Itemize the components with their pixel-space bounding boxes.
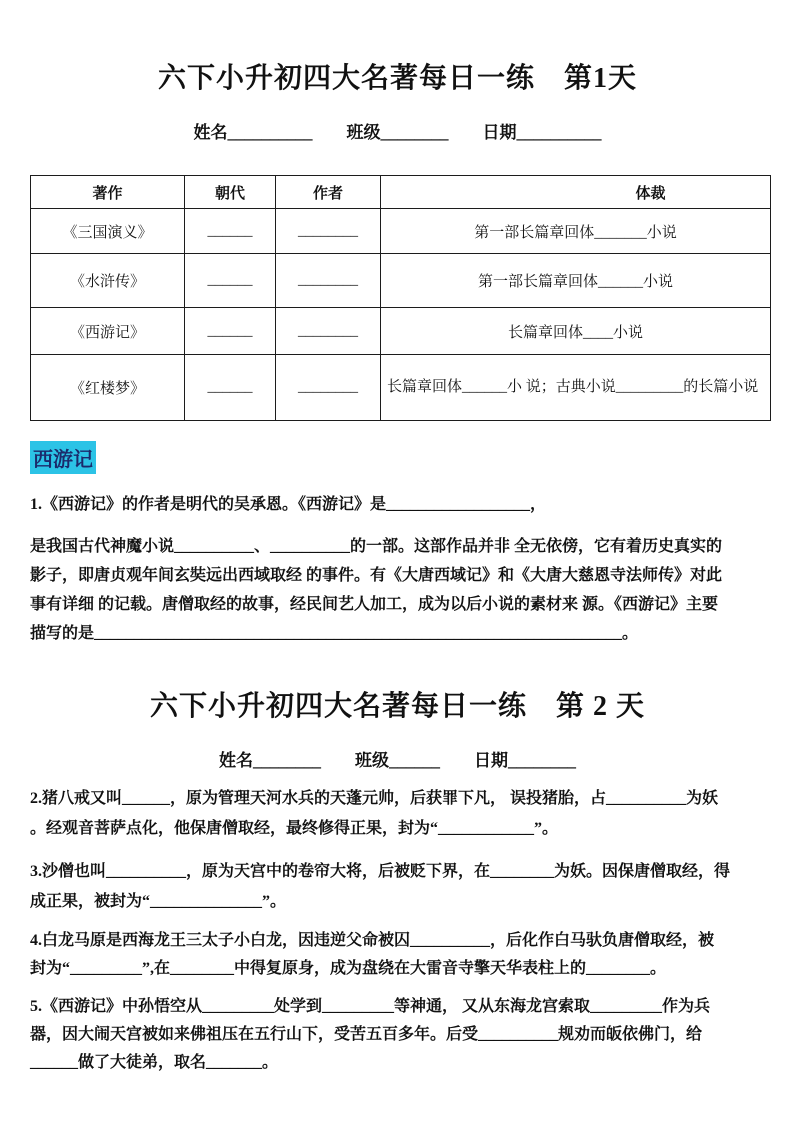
- date-field-day2: 日期________: [474, 751, 576, 770]
- question-5-line: 器，因大闹天宫被如来佛祖压在五行山下，受苦五百多年。后受__________规劝而皈依佛门，给: [30, 1026, 703, 1043]
- author-blank: ________: [276, 209, 381, 254]
- dynasty-blank: ______: [185, 355, 276, 421]
- dynasty-blank: ______: [185, 308, 276, 355]
- genre-cell: 长篇章回体______小 说；古典小说_________的长篇小说: [381, 355, 771, 421]
- table-row-sanguo: [31, 209, 771, 254]
- section-heading-xiyouji: 西游记: [30, 441, 96, 474]
- date-field-day1: 日期__________: [482, 123, 602, 142]
- table-row-hongloumeng: [31, 355, 771, 421]
- question-2-line: 2.猪八戒又叫______，原为管理天河水兵的天蓬元帅，后获罪下凡， 误投猪胎，占__________为妖: [30, 790, 719, 807]
- question-4-line: 4.白龙马原是西海龙王三太子小白龙，因违逆父命被囚__________，后化作白马驮负唐僧取经，被: [30, 932, 715, 949]
- header-work: 著作: [31, 176, 185, 209]
- info-line-day1: [30, 118, 765, 143]
- work-cell: 《红楼梦》: [31, 355, 185, 421]
- question-4-line: 封为“_________”,在________中得复原身，成为盘绕在大雷音寺擎天华表柱上的________。: [30, 960, 667, 977]
- question-1-intro-line: 1.《西游记》的作者是明代的吴承恩。《西游记》是__________________，: [30, 496, 547, 513]
- author-blank: ________: [276, 355, 381, 421]
- class-field-day2: 班级______: [355, 751, 440, 770]
- class-field-day1: 班级________: [346, 123, 449, 142]
- question-5-line: ______做了大徒弟，取名_______。: [30, 1054, 279, 1071]
- table-row-xiyouji: [31, 308, 771, 355]
- question-1-line: 事有详细 的记载。唐僧取经的故事，经民间艺人加工，成为以后小说的素材来 源。《西游记》主要: [30, 596, 719, 613]
- question-1-line: 描写的是__________________________________________________________________。: [30, 625, 639, 642]
- question-1: [30, 490, 765, 520]
- author-blank: ________: [276, 308, 381, 355]
- question-3: [30, 857, 765, 917]
- question-2: [30, 784, 765, 844]
- work-cell: 《三国演义》: [31, 209, 185, 254]
- name-field-day1: 姓名__________: [193, 123, 313, 142]
- worksheet-title-day1: 六下小升初四大名著每日一练 第1天: [157, 63, 637, 94]
- header-author: 作者: [276, 176, 381, 209]
- dynasty-blank: ______: [185, 209, 276, 254]
- classics-table: [30, 175, 771, 421]
- genre-cell: 第一部长篇章回体_______小说: [381, 209, 771, 254]
- question-4: [30, 927, 765, 983]
- dynasty-blank: ______: [185, 254, 276, 308]
- table-row-shuihu: [31, 254, 771, 308]
- name-field-day2: 姓名________: [219, 751, 321, 770]
- header-genre: 体裁: [381, 176, 771, 209]
- work-cell: 《水浒传》: [31, 254, 185, 308]
- question-1-paragraph: [30, 532, 765, 648]
- work-cell: 《西游记》: [31, 308, 185, 355]
- question-1-line: 影子，即唐贞观年间玄奘远出西域取经 的事件。有《大唐西域记》和《大唐大慈恩寺法师传》对此: [30, 567, 723, 584]
- genre-cell: 长篇章回体____小说: [381, 308, 771, 355]
- author-blank: ________: [276, 254, 381, 308]
- info-line-day2: [30, 746, 765, 771]
- question-3-line: 成正果，被封为“______________”。: [30, 893, 287, 910]
- question-1-line: 是我国古代神魔小说__________、__________的一部。这部作品并非 全无依傍，它有着历史真实的: [30, 538, 723, 555]
- genre-cell: 第一部长篇章回体______小说: [381, 254, 771, 308]
- table-header-row: [31, 176, 771, 209]
- worksheet-title-day2: 六下小升初四大名著每日一练 第 2 天: [149, 691, 645, 722]
- question-3-line: 3.沙僧也叫__________，原为天宫中的卷帘大将，后被贬下界，在________为妖。因保唐僧取经，得: [30, 863, 731, 880]
- question-5-line: 5.《西游记》中孙悟空从_________处学到_________等神通， 又从东海龙宫索取_________作为兵: [30, 998, 711, 1015]
- question-2-line: 。经观音菩萨点化，他保唐僧取经，最终修得正果，封为“____________”。: [30, 820, 559, 837]
- header-dynasty: 朝代: [185, 176, 276, 209]
- question-5: [30, 993, 765, 1077]
